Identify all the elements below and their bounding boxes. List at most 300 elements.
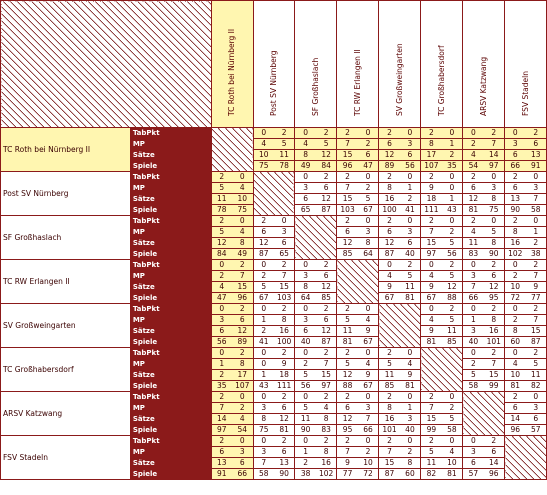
score-cell	[253, 271, 295, 282]
score-cell	[253, 216, 295, 227]
score-cell	[379, 238, 421, 249]
score-away: 75	[237, 205, 248, 214]
score-home: 14	[217, 414, 227, 423]
score-cell	[463, 271, 505, 282]
score-away: 0	[407, 392, 413, 401]
score-away: 66	[363, 425, 373, 434]
row-label: MP	[130, 447, 211, 458]
score-away: 90	[279, 469, 289, 478]
score-home: 3	[470, 271, 476, 280]
row-label: Sätze	[130, 414, 211, 425]
score-cell	[211, 315, 253, 326]
score-home: 2	[219, 216, 225, 225]
score-home: 2	[303, 359, 309, 368]
score-away: 99	[489, 381, 499, 390]
score-away: 7	[239, 271, 245, 280]
score-away: 18	[279, 370, 289, 379]
score-cell	[379, 227, 421, 238]
score-away: 0	[407, 436, 413, 445]
score-away: 89	[237, 337, 248, 346]
score-away: 2	[491, 436, 497, 445]
score-home: 56	[300, 381, 311, 390]
score-away: 10	[363, 458, 373, 467]
score-home: 1	[470, 315, 476, 324]
score-cell	[295, 392, 337, 403]
score-home: 7	[219, 403, 225, 412]
score-cell	[253, 392, 295, 403]
score-home: 3	[470, 326, 476, 335]
score-away: 5	[281, 139, 287, 148]
score-home: 0	[303, 392, 309, 401]
score-away: 3	[407, 414, 413, 423]
score-home: 0	[219, 260, 225, 269]
score-home: 2	[261, 326, 267, 335]
score-away: 0	[281, 216, 287, 225]
score-home: 6	[345, 227, 350, 236]
column-header-3	[337, 1, 379, 128]
score-home: 77	[342, 469, 353, 478]
table-row	[1, 216, 547, 227]
score-away: 2	[449, 227, 455, 236]
score-away: 2	[281, 348, 287, 357]
score-cell	[379, 271, 421, 282]
row-label: Sätze	[130, 194, 211, 205]
score-cell	[337, 139, 379, 150]
score-cell	[337, 359, 379, 370]
score-away: 12	[489, 282, 499, 291]
score-home: 0	[261, 436, 267, 445]
score-cell	[379, 348, 421, 359]
score-away: 2	[239, 304, 245, 313]
score-home: 0	[261, 128, 267, 137]
score-away: 54	[237, 425, 248, 434]
score-cell	[421, 271, 463, 282]
score-cell	[211, 458, 253, 469]
score-cell	[295, 205, 337, 216]
score-cell	[253, 403, 295, 414]
score-away: 6	[407, 238, 413, 247]
score-cell	[295, 150, 337, 161]
score-home: 0	[470, 436, 476, 445]
score-away: 6	[365, 150, 371, 159]
score-home: 1	[303, 447, 309, 456]
score-home: 13	[510, 194, 521, 203]
score-home: 91	[217, 469, 227, 478]
score-home: 7	[345, 183, 350, 192]
score-cell	[295, 183, 337, 194]
score-cell	[211, 425, 253, 436]
score-home: 4	[219, 282, 225, 291]
score-home: 5	[345, 359, 350, 368]
score-home: 12	[342, 414, 353, 423]
score-cell	[253, 161, 295, 172]
score-home: 0	[219, 304, 225, 313]
score-cell	[295, 403, 337, 414]
row-label: TabPkt	[130, 216, 211, 227]
score-cell	[295, 458, 337, 469]
score-away: 5	[449, 414, 455, 423]
row-team-name: FSV Stadeln	[1, 436, 131, 480]
score-home: 0	[512, 348, 518, 357]
score-cell	[463, 128, 505, 139]
score-away: 9	[407, 370, 413, 379]
score-cell	[211, 304, 253, 315]
score-cell	[295, 304, 337, 315]
score-away: 0	[449, 128, 455, 137]
score-away: 2	[449, 150, 455, 159]
score-cell	[379, 282, 421, 293]
score-home: 7	[429, 227, 434, 236]
row-label: MP	[130, 139, 211, 150]
score-home: 2	[429, 436, 434, 445]
score-home: 0	[303, 348, 309, 357]
score-home: 38	[300, 469, 311, 478]
score-cell	[253, 128, 295, 139]
score-cell	[211, 194, 253, 205]
score-away: 16	[279, 326, 289, 335]
score-away: 58	[447, 425, 457, 434]
score-away: 13	[279, 458, 289, 467]
score-cell	[505, 260, 547, 271]
score-cell	[253, 414, 295, 425]
score-home: 97	[426, 249, 437, 258]
score-away: 6	[281, 447, 287, 456]
score-cell	[253, 238, 295, 249]
score-cell	[505, 238, 547, 249]
score-home: 12	[217, 238, 227, 247]
row-label: Spiele	[130, 205, 211, 216]
score-home: 0	[470, 348, 476, 357]
self-match-cell	[253, 172, 295, 216]
score-away: 5	[407, 271, 413, 280]
score-away: 2	[323, 172, 329, 181]
column-header-label: TC RW Erlangen II	[352, 49, 362, 116]
score-home: 6	[345, 403, 350, 412]
score-cell	[421, 172, 463, 183]
score-away: 85	[321, 293, 331, 302]
score-cell	[505, 304, 547, 315]
score-cell	[337, 227, 379, 238]
score-away: 72	[363, 469, 373, 478]
score-home: 87	[258, 249, 269, 258]
score-cell	[337, 436, 379, 447]
score-cell	[463, 359, 505, 370]
score-away: 12	[279, 414, 289, 423]
score-away: 7	[491, 139, 497, 148]
score-away: 0	[491, 216, 497, 225]
score-cell	[505, 370, 547, 381]
score-away: 1	[407, 403, 413, 412]
score-home: 11	[217, 194, 227, 203]
score-home: 4	[303, 139, 309, 148]
score-away: 11	[279, 150, 289, 159]
score-cell	[337, 150, 379, 161]
score-away: 88	[447, 293, 457, 302]
score-away: 2	[323, 436, 329, 445]
score-away: 2	[281, 304, 287, 313]
score-home: 2	[387, 172, 392, 181]
score-cell	[505, 249, 547, 260]
score-cell	[505, 128, 547, 139]
score-away: 12	[237, 326, 248, 335]
row-team-name: SF Großhaslach	[1, 216, 131, 260]
score-home: 10	[510, 282, 521, 291]
score-cell	[211, 392, 253, 403]
score-cell	[421, 194, 463, 205]
score-home: 57	[468, 469, 479, 478]
row-label: Spiele	[130, 425, 211, 436]
score-away: 2	[239, 403, 245, 412]
score-cell	[463, 183, 505, 194]
score-home: 87	[384, 249, 395, 258]
score-cell	[463, 249, 505, 260]
score-home: 2	[387, 436, 392, 445]
row-label: Sätze	[130, 238, 211, 249]
score-away: 95	[489, 293, 499, 302]
score-cell	[379, 183, 421, 194]
score-home: 6	[470, 183, 476, 192]
score-cell	[463, 304, 505, 315]
score-away: 3	[533, 183, 539, 192]
score-home: 6	[512, 183, 518, 192]
score-away: 2	[449, 403, 455, 412]
score-home: 67	[258, 293, 269, 302]
score-home: 60	[510, 337, 521, 346]
score-away: 2	[491, 260, 497, 269]
score-away: 6	[281, 238, 287, 247]
score-cell	[337, 161, 379, 172]
score-home: 4	[387, 271, 392, 280]
score-home: 90	[510, 205, 521, 214]
score-cell	[421, 161, 463, 172]
score-away: 15	[530, 326, 541, 335]
score-away: 67	[363, 381, 373, 390]
self-match-cell	[463, 392, 505, 436]
score-cell	[211, 271, 253, 282]
score-home: 11	[384, 370, 395, 379]
score-cell	[253, 249, 295, 260]
score-home: 102	[508, 249, 523, 258]
score-away: 2	[281, 128, 287, 137]
score-away: 7	[281, 271, 287, 280]
score-cell	[379, 216, 421, 227]
score-home: 10	[510, 370, 521, 379]
score-home: 16	[384, 414, 395, 423]
score-cell	[505, 282, 547, 293]
score-away: 9	[365, 370, 371, 379]
score-cell	[211, 249, 253, 260]
score-cell	[337, 392, 379, 403]
score-away: 15	[321, 370, 331, 379]
score-home: 0	[219, 348, 225, 357]
score-away: 3	[491, 183, 497, 192]
score-home: 12	[384, 150, 395, 159]
score-home: 0	[303, 436, 309, 445]
score-home: 54	[468, 161, 479, 170]
score-away: 7	[365, 414, 371, 423]
score-away: 16	[489, 326, 499, 335]
score-home: 41	[258, 337, 269, 346]
score-away: 91	[530, 161, 541, 170]
score-cell	[337, 447, 379, 458]
score-away: 4	[239, 183, 245, 192]
score-away: 56	[447, 249, 457, 258]
score-home: 12	[342, 238, 353, 247]
score-away: 1	[449, 139, 455, 148]
score-home: 0	[470, 260, 476, 269]
score-home: 67	[426, 293, 437, 302]
score-cell	[295, 293, 337, 304]
score-away: 15	[489, 370, 499, 379]
score-cell	[421, 392, 463, 403]
score-cell	[379, 403, 421, 414]
score-home: 2	[345, 216, 350, 225]
score-away: 1	[533, 227, 539, 236]
score-away: 0	[533, 216, 539, 225]
score-home: 2	[345, 392, 350, 401]
score-cell	[337, 425, 379, 436]
score-cell	[253, 227, 295, 238]
score-home: 7	[429, 403, 434, 412]
column-header-0	[211, 1, 253, 128]
score-away: 0	[365, 348, 371, 357]
score-away: 2	[533, 348, 539, 357]
score-away: 84	[321, 161, 331, 170]
score-away: 2	[323, 128, 329, 137]
score-home: 4	[470, 150, 476, 159]
score-away: 75	[489, 205, 499, 214]
self-match-cell	[295, 216, 337, 260]
score-home: 0	[470, 304, 476, 313]
score-home: 0	[303, 172, 309, 181]
score-cell	[505, 216, 547, 227]
score-home: 81	[468, 205, 479, 214]
score-home: 101	[382, 425, 397, 434]
score-home: 0	[303, 128, 309, 137]
score-away: 2	[323, 392, 329, 401]
row-label: MP	[130, 271, 211, 282]
score-away: 12	[321, 150, 331, 159]
score-away: 35	[447, 161, 457, 170]
score-cell	[505, 227, 547, 238]
score-home: 96	[342, 161, 353, 170]
score-away: 6	[533, 414, 539, 423]
score-away: 8	[491, 194, 497, 203]
score-cell	[421, 260, 463, 271]
score-cell	[295, 326, 337, 337]
score-away: 2	[281, 436, 287, 445]
score-cell	[379, 359, 421, 370]
column-header-6	[463, 1, 505, 128]
score-home: 2	[219, 392, 225, 401]
score-cell	[337, 205, 379, 216]
score-home: 17	[426, 150, 437, 159]
score-cell	[253, 348, 295, 359]
score-away: 3	[533, 403, 539, 412]
table-row	[1, 260, 547, 271]
score-away: 103	[277, 293, 292, 302]
score-cell	[421, 139, 463, 150]
score-home: 43	[258, 381, 269, 390]
score-home: 96	[510, 425, 521, 434]
score-away: 2	[407, 194, 413, 203]
score-cell	[295, 447, 337, 458]
score-cell	[421, 249, 463, 260]
score-cell	[211, 381, 253, 392]
score-home: 12	[384, 238, 395, 247]
score-home: 12	[342, 370, 353, 379]
score-away: 9	[365, 326, 371, 335]
score-home: 2	[345, 128, 350, 137]
score-away: 15	[279, 282, 289, 291]
score-home: 47	[217, 293, 227, 302]
score-cell	[211, 172, 253, 183]
score-cell	[505, 326, 547, 337]
score-away: 87	[321, 337, 331, 346]
score-away: 2	[449, 304, 455, 313]
score-home: 8	[261, 414, 267, 423]
score-away: 12	[321, 282, 331, 291]
score-home: 4	[470, 227, 476, 236]
score-away: 0	[365, 304, 371, 313]
score-away: 6	[323, 315, 329, 324]
score-home: 0	[470, 128, 476, 137]
score-home: 0	[303, 304, 309, 313]
score-cell	[463, 205, 505, 216]
score-home: 2	[512, 271, 518, 280]
score-away: 0	[533, 392, 539, 401]
score-cell	[211, 326, 253, 337]
score-home: 2	[219, 370, 225, 379]
score-home: 89	[384, 161, 395, 170]
score-cell	[295, 172, 337, 183]
score-home: 107	[424, 161, 439, 170]
score-home: 35	[217, 381, 227, 390]
score-home: 0	[512, 304, 518, 313]
score-cell	[421, 238, 463, 249]
score-cell	[463, 260, 505, 271]
score-away: 81	[279, 425, 289, 434]
score-away: 12	[321, 194, 331, 203]
score-away: 0	[491, 172, 497, 181]
score-home: 56	[217, 337, 227, 346]
score-home: 81	[426, 337, 437, 346]
score-away: 83	[321, 425, 331, 434]
score-away: 6	[323, 183, 329, 192]
score-away: 4	[239, 227, 245, 236]
row-label: Sätze	[130, 370, 211, 381]
score-away: 3	[365, 403, 371, 412]
score-away: 49	[237, 249, 248, 258]
score-cell	[295, 260, 337, 271]
row-label: MP	[130, 183, 211, 194]
score-away: 0	[239, 172, 245, 181]
score-home: 0	[387, 260, 392, 269]
score-away: 38	[530, 249, 541, 258]
score-away: 5	[449, 238, 455, 247]
score-home: 4	[512, 359, 518, 368]
score-cell	[295, 414, 337, 425]
score-cell	[463, 469, 505, 480]
score-away: 4	[365, 359, 371, 368]
score-home: 14	[510, 414, 521, 423]
score-home: 3	[261, 447, 267, 456]
score-home: 13	[217, 458, 227, 467]
score-cell	[421, 150, 463, 161]
score-cell	[295, 436, 337, 447]
score-away: 96	[489, 469, 499, 478]
row-label: TabPkt	[130, 128, 211, 139]
